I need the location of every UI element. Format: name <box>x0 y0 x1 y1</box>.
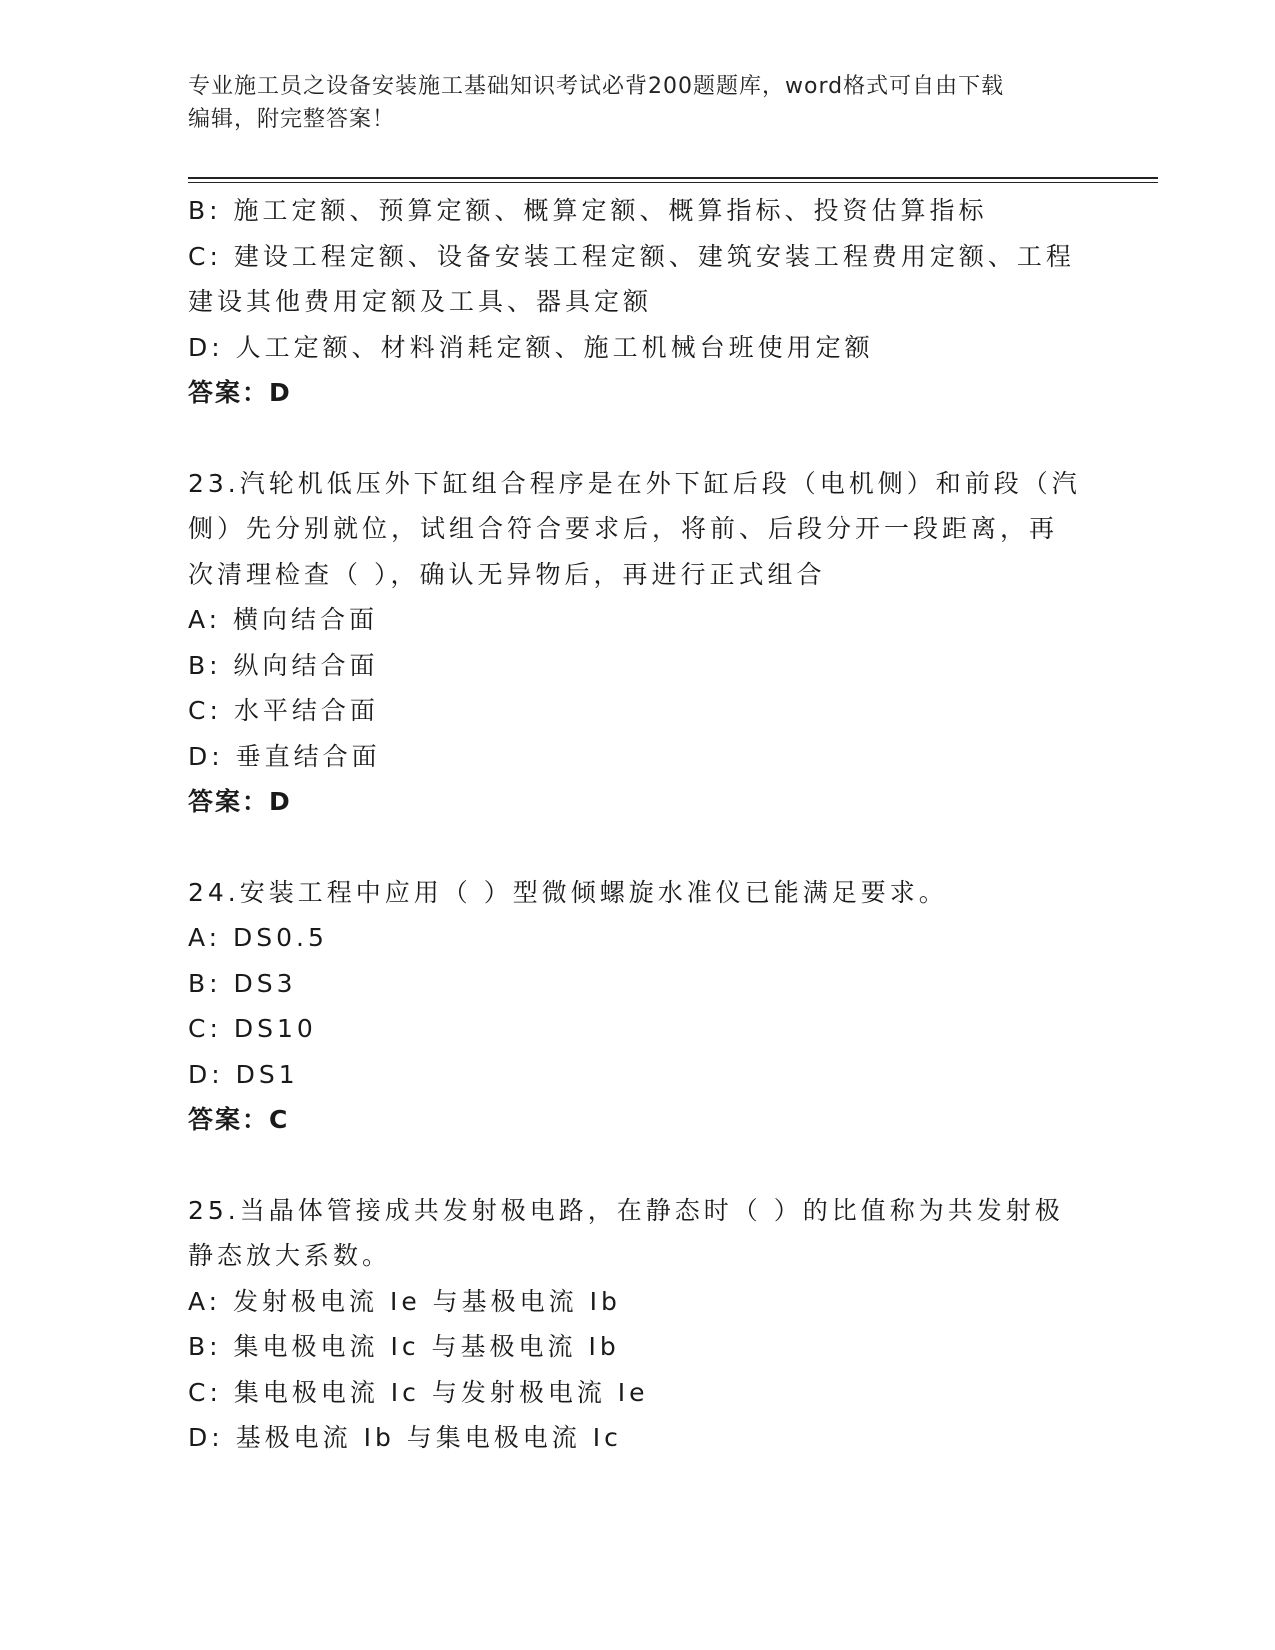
q22-answer: 答案：D <box>188 378 292 407</box>
q24-option-a: A: DS0.5 <box>188 923 328 952</box>
q22-option-c-line-2: 建设其他费用定额及工具、器具定额 <box>188 287 653 316</box>
q25-stem-line-1: 25.当晶体管接成共发射极电路，在静态时（ ）的比值称为共发射极 <box>188 1195 1064 1225</box>
q23-option-b: B: 纵向结合面 <box>188 650 379 680</box>
question-content <box>188 188 1088 1461</box>
q25-option-d: D: 基极电流 Ib 与集电极电流 Ic <box>188 1423 622 1452</box>
q23-stem-line-3: 次清理检查（ ），确认无异物后，再进行正式组合 <box>188 559 826 589</box>
document-header <box>188 70 1088 136</box>
q25-option-b: B: 集电极电流 Ic 与基极电流 Ib <box>188 1332 620 1361</box>
header-divider-thin <box>188 182 1158 183</box>
q25-stem-line-2: 静态放大系数。 <box>188 1241 392 1270</box>
question-24 <box>188 870 1088 1143</box>
spacer <box>188 1143 1088 1188</box>
q24-answer: 答案：C <box>188 1105 290 1134</box>
q24-stem: 24.安装工程中应用（ ）型微倾螺旋水准仪已能满足要求。 <box>188 877 948 907</box>
q22-option-d: D: 人工定额、材料消耗定额、施工机械台班使用定额 <box>188 332 874 362</box>
spacer <box>188 825 1088 870</box>
q23-stem-line-1: 23.汽轮机低压外下缸组合程序是在外下缸后段（电机侧）和前段（汽 <box>188 468 1081 498</box>
q24-option-c: C: DS10 <box>188 1014 317 1043</box>
q24-option-b: B: DS3 <box>188 968 297 998</box>
question-23 <box>188 461 1088 825</box>
q22-option-b: B: 施工定额、预算定额、概算定额、概算指标、投资估算指标 <box>188 196 988 225</box>
header-title-line-1: 专业施工员之设备安装施工基础知识考试必背200题题库，word格式可自由下载 <box>188 74 1005 99</box>
q23-answer: 答案：D <box>188 787 292 816</box>
q25-option-c: C: 集电极电流 Ic 与发射极电流 Ie <box>188 1377 649 1407</box>
q23-stem-line-2: 侧）先分别就位，试组合符合要求后，将前、后段分开一段距离，再 <box>188 514 1059 543</box>
header-divider-thick <box>188 177 1158 179</box>
q23-option-d: D: 垂直结合面 <box>188 741 381 771</box>
header-title-line-2: 编辑，附完整答案！ <box>188 107 396 132</box>
question-22-continued <box>188 188 1088 416</box>
q22-option-c-line-1: C: 建设工程定额、设备安装工程定额、建筑安装工程费用定额、工程 <box>188 241 1075 271</box>
q25-option-a: A: 发射极电流 Ie 与基极电流 Ib <box>188 1286 621 1316</box>
spacer <box>188 416 1088 461</box>
q24-option-d: D: DS1 <box>188 1059 299 1089</box>
q23-option-a: A: 横向结合面 <box>188 605 379 634</box>
question-25 <box>188 1188 1088 1461</box>
q23-option-c: C: 水平结合面 <box>188 696 379 725</box>
